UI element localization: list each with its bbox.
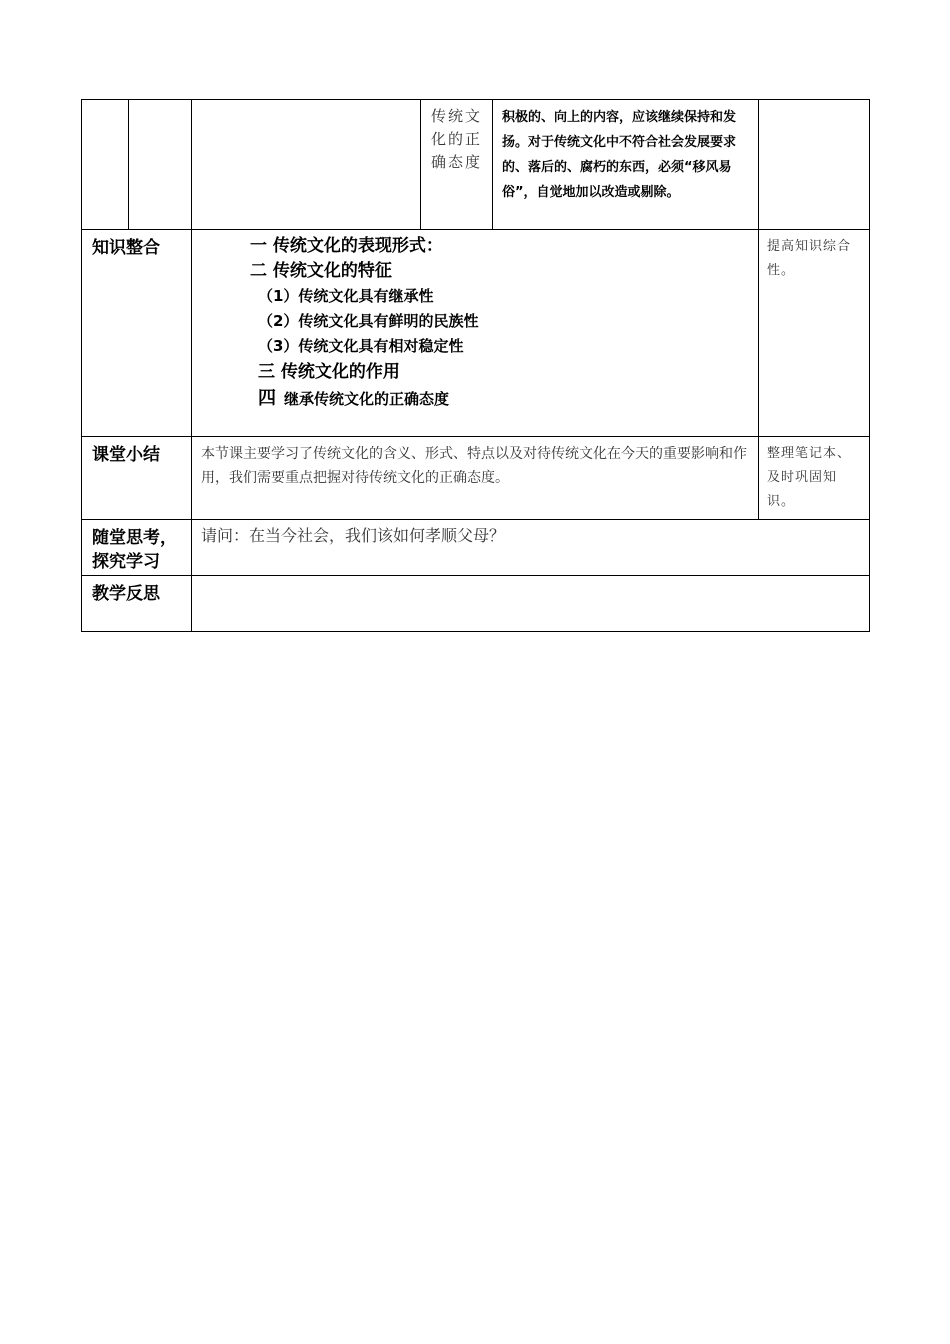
- empty-cell: [192, 100, 421, 230]
- outline-item-attitude: [258, 386, 758, 412]
- attitude-row: [82, 100, 870, 230]
- integration-note: 提高知识综合性。: [759, 230, 870, 437]
- integration-label: 知识整合: [82, 230, 192, 437]
- knowledge-outline: [192, 230, 759, 437]
- empty-cell: [82, 100, 129, 230]
- lesson-plan-table: [81, 99, 870, 632]
- outline-item-attitude-text: 继承传统文化的正确态度: [284, 390, 450, 408]
- attitude-text: 积极的、向上的内容，应该继续保持和发扬。对于传统文化中不符合社会发展要求的、落后的、腐朽的东西，必须“移风易俗”，自觉地加以改造或剔除。: [493, 100, 759, 230]
- attitude-label: 传统文化的正确态度: [421, 100, 493, 230]
- inquiry-row: [82, 520, 870, 576]
- inquiry-label: 随堂思考，探究学习: [82, 520, 192, 576]
- outline-item-role: 三 传统文化的作用: [258, 362, 400, 382]
- reflection-content[interactable]: [192, 576, 870, 632]
- summary-note: 整理笔记本、及时巩固知识。: [759, 437, 870, 520]
- outline-item-features: 二 传统文化的特征: [250, 261, 392, 281]
- outline-item-attitude-number: 四: [258, 388, 276, 409]
- outline-sub-inheritance: （1）传统文化具有继承性: [258, 287, 434, 305]
- reflection-label: 教学反思: [82, 576, 192, 632]
- summary-row: [82, 437, 870, 520]
- summary-label: 课堂小结: [82, 437, 192, 520]
- empty-cell: [759, 100, 870, 230]
- summary-text: 本节课主要学习了传统文化的含义、形式、特点以及对待传统文化在今天的重要影响和作用，我们需要重点把握对待传统文化的正确态度。: [192, 437, 759, 520]
- outline-sub-stability: （3）传统文化具有相对稳定性: [258, 337, 464, 355]
- reflection-row: [82, 576, 870, 632]
- empty-cell: [129, 100, 192, 230]
- outline-sub-national: （2）传统文化具有鲜明的民族性: [258, 312, 479, 330]
- integration-row: [82, 230, 870, 437]
- inquiry-question: 请问：在当今社会，我们该如何孝顺父母？: [192, 520, 870, 576]
- outline-item-forms: 一 传统文化的表现形式：: [250, 236, 443, 256]
